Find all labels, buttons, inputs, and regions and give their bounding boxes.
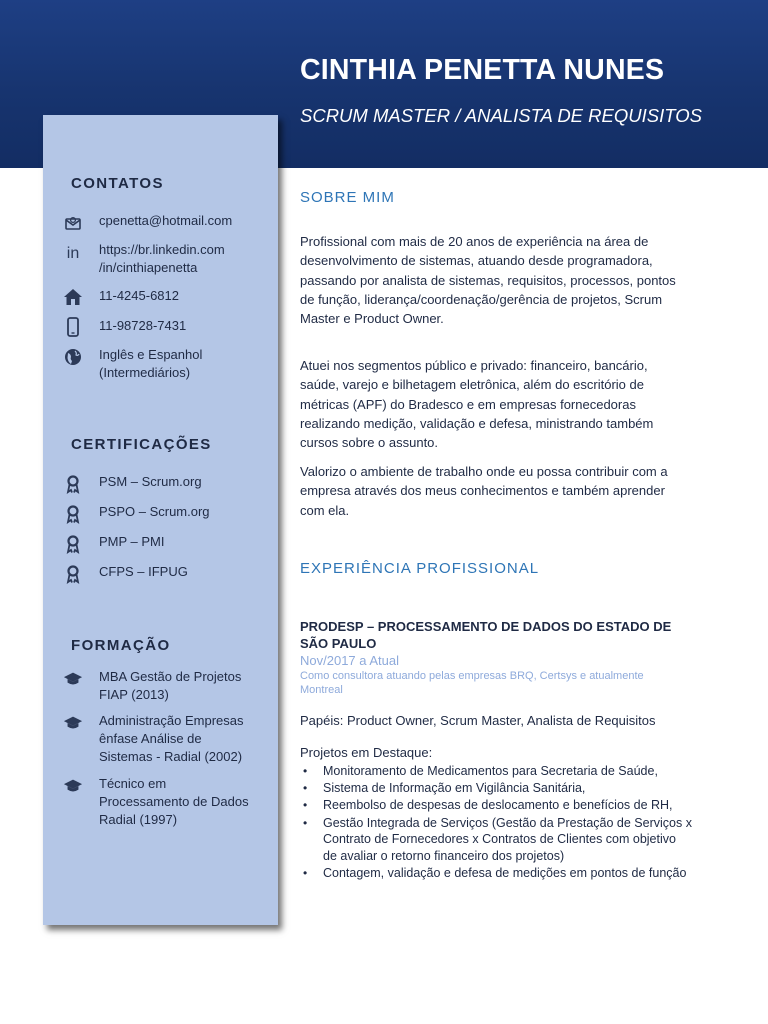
education-line: Sistemas - Radial (2002) xyxy=(99,749,243,764)
candidate-role: SCRUM MASTER / ANALISTA DE REQUISITOS xyxy=(300,105,702,126)
linkedin-line-2: /in/cinthiapenetta xyxy=(99,260,198,275)
education-line: FIAP (2013) xyxy=(99,687,169,702)
project-text: Contagem, validação e defesa de medições em pontos de função xyxy=(323,865,687,880)
about-paragraph-1: Profissional com mais de 20 anos de experiência na área de desenvolvimento de sistemas, atuando desde programadora, passando por analista de sistemas, requisitos, processos, pontos de função, liderança/coordenação/gerência de projetos, Scrum Master e Product Owner. xyxy=(300,234,676,327)
project-text: Sistema de Informação em Vigilância Sanitária, xyxy=(323,781,586,796)
about-heading: SOBRE MIM xyxy=(300,189,395,206)
bullet-icon: • xyxy=(303,798,308,813)
experience-heading: EXPERIÊNCIA PROFISSIONAL xyxy=(300,560,540,577)
graduation-cap-icon xyxy=(63,713,83,733)
job-company: PRODESP – PROCESSAMENTO DE DADOS DO ESTADO DE SÃO PAULO xyxy=(300,619,672,651)
bullet-icon: • xyxy=(303,865,308,880)
list-item xyxy=(300,815,692,865)
bullet-icon: • xyxy=(303,764,308,778)
contact-email[interactable]: cpenetta@hotmail.com xyxy=(99,213,233,228)
languages xyxy=(99,346,271,382)
about-paragraph-2: Atuei nos segmentos público e privado: financeiro, bancário, saúde, varejo e bilhetagem eletrônica, além do escritório de métricas (APF) do Bradesco e em empresas fornecedoras realizando medição, validação e defesa, ministrando também cursos sobre o assunto. xyxy=(300,358,654,451)
project-text: Reembolso de despesas de deslocamento e benefícios de RH, xyxy=(323,798,673,813)
sidebar xyxy=(43,115,278,925)
job-period: Nov/2017 a Atual xyxy=(300,653,400,668)
certifications-heading: CERTIFICAÇÕES xyxy=(71,436,212,453)
about-paragraph-3: Valorizo o ambiente de trabalho onde eu possa contribuir com a empresa através dos meus conhecimentos e também aprender com ela. xyxy=(300,464,668,518)
list-item xyxy=(300,865,692,882)
education-line: Radial (1997) xyxy=(99,812,178,827)
home-icon xyxy=(63,287,83,307)
bullet-icon: • xyxy=(303,815,308,830)
award-icon xyxy=(63,474,83,494)
education-line: MBA Gestão de Projetos xyxy=(99,669,242,684)
projects-label: Projetos em Destaque: xyxy=(300,745,433,760)
award-icon xyxy=(63,534,83,554)
linkedin-icon: in xyxy=(66,245,80,262)
contact-mobile-phone[interactable]: 11-98728-7431 xyxy=(99,318,187,333)
graduation-cap-icon xyxy=(63,776,83,796)
award-icon xyxy=(63,564,83,584)
globe-icon xyxy=(63,347,83,367)
languages-line-1: Inglês e Espanhol xyxy=(99,347,203,362)
project-text: Gestão Integrada de Serviços (Gestão da Prestação de Serviços x Contrato de Fornecedores x Contratos de Clientes com objetivo de avaliar o retorno financeiro dos projetos) xyxy=(323,815,692,863)
education-line: Administração Empresas xyxy=(99,713,244,728)
list-item xyxy=(300,797,692,814)
project-text: Monitoramento de Medicamentos para Secretaria de Saúde, xyxy=(323,764,658,778)
education-line: ênfase Análise de xyxy=(99,731,202,746)
list-item xyxy=(300,763,692,780)
cert-item: PSPO – Scrum.org xyxy=(99,504,210,519)
education-item xyxy=(99,668,271,704)
graduation-cap-icon xyxy=(63,669,83,689)
education-item xyxy=(99,775,271,829)
mobile-phone-icon xyxy=(63,317,83,337)
job-roles: Papéis: Product Owner, Scrum Master, Analista de Requisitos xyxy=(300,713,656,728)
candidate-name: CINTHIA PENETTA NUNES xyxy=(300,54,665,86)
contact-home-phone[interactable]: 11-4245-6812 xyxy=(99,288,179,303)
cert-item: PSM – Scrum.org xyxy=(99,474,202,489)
education-line: Técnico em xyxy=(99,776,167,791)
education-line: Processamento de Dados xyxy=(99,794,249,809)
bullet-icon: • xyxy=(303,781,308,796)
education-heading: FORMAÇÃO xyxy=(71,637,171,654)
cert-item: CFPS – IFPUG xyxy=(99,564,188,579)
list-item xyxy=(300,780,692,797)
languages-line-2: (Intermediários) xyxy=(99,365,191,380)
linkedin-line-1: https://br.linkedin.com xyxy=(99,242,225,257)
contact-linkedin[interactable] xyxy=(99,241,271,277)
award-icon xyxy=(63,504,83,524)
email-icon xyxy=(63,213,83,233)
cert-item: PMP – PMI xyxy=(99,534,165,549)
job-note: Como consultora atuando pelas empresas BRQ, Certsys e atualmente Montreal xyxy=(300,670,644,696)
contacts-heading: CONTATOS xyxy=(71,175,164,192)
projects-list xyxy=(300,763,692,882)
education-item xyxy=(99,712,271,766)
